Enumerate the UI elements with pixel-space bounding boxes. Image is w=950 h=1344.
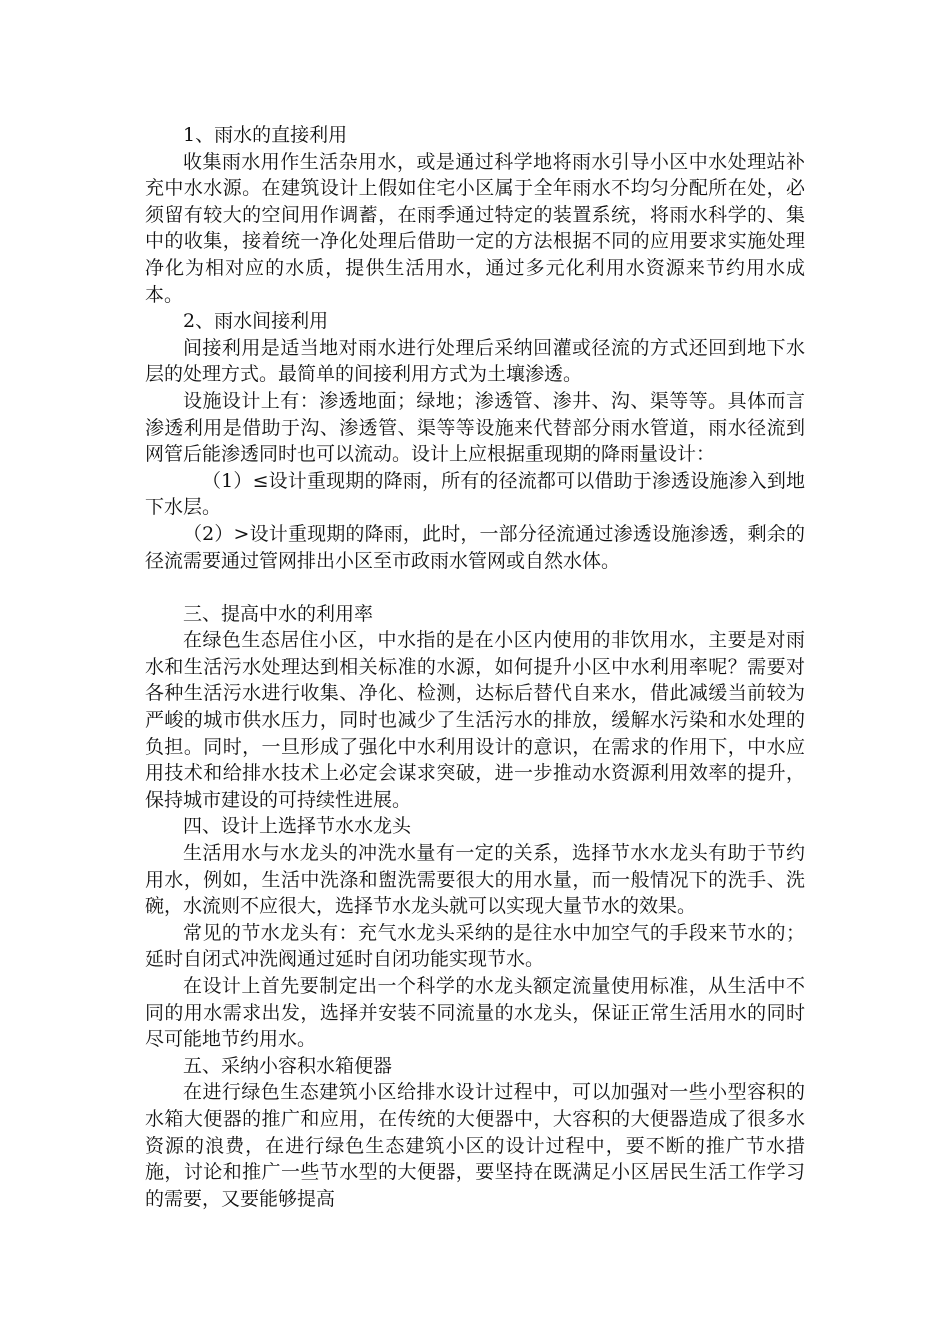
list-item-rainfall-below-design: （1）≤设计重现期的降雨，所有的径流都可以借助于渗透设施渗入到地下水层。 <box>145 469 805 519</box>
heading-reclaimed-water-rate: 三、提高中水的利用率 <box>183 602 374 625</box>
heading-small-tank-toilet: 五、采纳小容积水箱便器 <box>183 1054 393 1077</box>
heading-water-saving-faucet: 四、设计上选择节水水龙头 <box>183 815 412 838</box>
paragraph-indirect-use-definition: 间接利用是适当地对雨水进行处理后采纳回灌或径流的方式还回到地下水层的处理方式。最简单的间接利用方式为土壤渗透。 <box>145 336 805 386</box>
paragraph-faucet-standard: 在设计上首先要制定出一个科学的水龙头额定流量使用标准，从生活中不同的用水需求出发，选择并安装不同流量的水龙头，保证正常生活用水的同时尽可能地节约用水。 <box>145 975 805 1051</box>
paragraph-infiltration-facilities: 设施设计上有：渗透地面；绿地；渗透管、渗井、沟、渠等等。具体而言渗透利用是借助于沟、渗透管、渠等等设施来代替部分雨水管道，雨水径流到网管后能渗透同时也可以流动。设计上应根据重现期的降雨量设计： <box>145 389 805 466</box>
blank-line <box>145 574 805 601</box>
paragraph-common-faucets: 常见的节水龙头有：充气水龙头采纳的是往水中加空气的手段来节水的；延时自闭式冲洗阀通过延时自闭功能实现节水。 <box>145 921 805 971</box>
heading-rainwater-direct-use: 1、雨水的直接利用 <box>183 124 348 146</box>
paragraph-small-tank-toilet: 在进行绿色生态建筑小区给排水设计过程中，可以加强对一些小型容积的水箱大便器的推广和应用，在传统的大便器中，大容积的大便器造成了很多水资源的浪费，在进行绿色生态建筑小区的设计过程中，要不断的推广节水措施，讨论和推广一些节水型的大便器，要坚持在既满足小区居民生活工作学习的需要，又要能够提高 <box>145 1081 805 1210</box>
paragraph-reclaimed-water: 在绿色生态居住小区，中水指的是在小区内使用的非饮用水，主要是对雨水和生活污水处理达到相关标准的水源，如何提升小区中水利用率呢？需要对各种生活污水进行收集、净化、检测，达标后替代自来水，借此减缓当前较为严峻的城市供水压力，同时也减少了生活污水的排放，缓解水污染和水处理的负担。同时，一旦形成了强化中水利用设计的意识，在需求的作用下，中水应用技术和给排水技术上必定会谋求突破，进一步推动水资源利用效率的提升，保持城市建设的可持续性进展。 <box>145 629 805 811</box>
heading-rainwater-indirect-use: 2、雨水间接利用 <box>183 310 329 333</box>
list-item-rainfall-above-design: （2）>设计重现期的降雨，此时，一部分径流通过渗透设施渗透，剩余的径流需要通过管网排出小区至市政雨水管网或自然水体。 <box>145 522 805 572</box>
paragraph-faucet-water-use: 生活用水与水龙头的冲洗水量有一定的关系，选择节水水龙头有助于节约用水，例如，生活中洗涤和盥洗需要很大的用水量，而一般情况下的洗手、洗碗，水流则不应很大，选择节水龙头就可以实现大量节水的效果。 <box>145 842 805 918</box>
paragraph-rainwater-collection: 收集雨水用作生活杂用水，或是通过科学地将雨水引导小区中水处理站补充中水水源。在建筑设计上假如住宅小区属于全年雨水不均匀分配所在处，必须留有较大的空间用作调蓄，在雨季通过特定的装置系统，将雨水科学的、集中的收集，接着统一净化处理后借助一定的方法根据不同的应用要求实施处理净化为相对应的水质，提供生活用水，通过多元化利用水资源来节约用水成本。 <box>145 150 805 306</box>
document-body <box>145 122 805 1212</box>
